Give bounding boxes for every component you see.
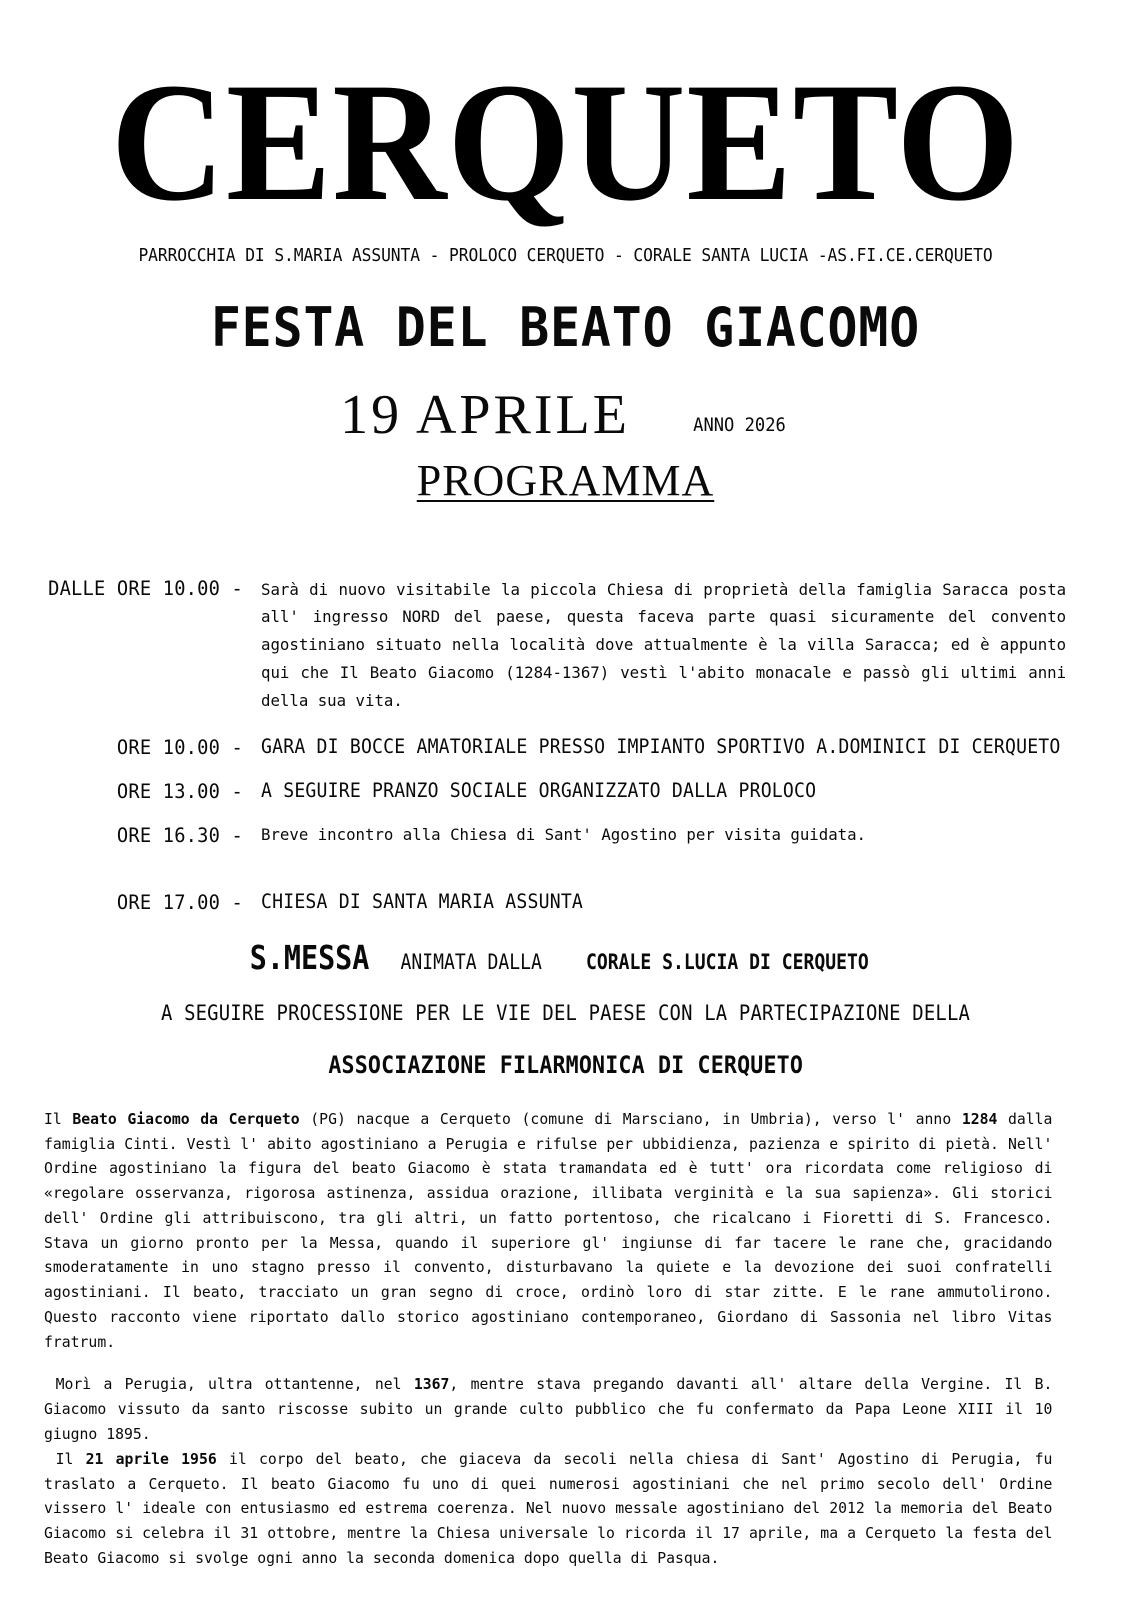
procession-text: A SEGUIRE PROCESSIONE PER LE VIE DEL PAESE CON LA PARTECIPAZIONE DELLA bbox=[160, 1000, 971, 1025]
bio-p1-rest: dalla famiglia Cinti. Vestì l' abito agostiniano a Perugia e rifulse per ubbidienza, pazienza e spirito di pietà. Nell' Ordine agostiniano la figura del beato Giacomo è stata tramandata ed è tutt' ora ricordata come religioso di «regolare osservanza, rigorosa astinenza, assidua orazione, illibata verginità e la sua sapienza». Gli storici dell' Ordine gli attribuiscono, tra gli altri, un fatto portentoso, che ricalcano i Fioretti di S. Francesco. Stava un giorno pronto per la Messa, quando il superiore gl' ingiunse di far tacere le rane che, gracidando smoderatamente in uno stagno presso il convento, disturbavano la quiete e la devozione dei suoi confratelli agostiniani. Il beato, tracciato un gran segno di croce, ordinò loro di star zitte. E le rane ammutolirono. Questo racconto viene riportato dallo storico agostiniano contemporaneo, Giordano di Sassonia nel libro Vitas fratrum. bbox=[44, 1109, 1053, 1351]
schedule-item bbox=[38, 779, 1091, 803]
mass-choir-name: CORALE S.LUCIA DI CERQUETO bbox=[585, 949, 869, 974]
schedule-description: A SEGUIRE PRANZO SOCIALE ORGANIZZATO DALLA PROLOCO bbox=[261, 778, 817, 802]
event-title: FESTA DEL BEATO GIACOMO bbox=[210, 295, 921, 359]
program-heading-wrap bbox=[0, 443, 1131, 506]
schedule-body bbox=[243, 823, 1091, 844]
schedule-time: ORE 16.30 - bbox=[116, 823, 243, 847]
schedule-time: ORE 17.00 - bbox=[116, 890, 243, 914]
procession-line bbox=[0, 1001, 1131, 1025]
bio-p3-date: 21 aprile 1956 bbox=[85, 1449, 217, 1468]
schedule-item bbox=[38, 735, 1091, 759]
masthead bbox=[0, 0, 1131, 506]
schedule-body bbox=[243, 890, 1091, 913]
paragraph-spacer bbox=[44, 1354, 1089, 1372]
event-year: ANNO 2026 bbox=[693, 413, 786, 436]
band-name: ASSOCIAZIONE FILARMONICA DI CERQUETO bbox=[328, 1050, 803, 1079]
bio-p2-year: 1367 bbox=[413, 1375, 450, 1394]
schedule-item bbox=[38, 890, 1091, 914]
schedule-item bbox=[38, 576, 1091, 715]
bio-p2-rest: , mentre stava pregando davanti all' altare della Vergine. Il B. Giacomo vissuto da santo riscosse subito un grande culto pubblico che fu confermato da Papa Leone XIII il 10 giugno 1895. bbox=[44, 1375, 1053, 1443]
schedule-body bbox=[243, 779, 1091, 802]
bio-p1-lead: Il bbox=[44, 1109, 73, 1128]
schedule-description: CHIESA DI SANTA MARIA ASSUNTA bbox=[261, 889, 584, 913]
schedule-body bbox=[243, 576, 1091, 715]
schedule-list bbox=[0, 576, 1131, 914]
mass-animated-by-label: ANIMATA DALLA bbox=[400, 949, 542, 974]
bio-p3-lead: Il bbox=[55, 1449, 86, 1468]
biography-paragraph-3 bbox=[44, 1447, 1052, 1571]
schedule-description: GARA DI BOCCE AMATORIALE PRESSO IMPIANTO SPORTIVO A.DOMINICI DI CERQUETO bbox=[261, 734, 1061, 758]
schedule-description: Breve incontro alla Chiesa di Sant' Agostino per visita guidata. bbox=[261, 824, 867, 844]
program-heading: PROGRAMMA bbox=[416, 455, 715, 505]
biography-paragraph-2 bbox=[44, 1372, 1052, 1446]
bio-p1-year: 1284 bbox=[961, 1109, 998, 1128]
biography-section bbox=[0, 1107, 1131, 1571]
mass-line bbox=[0, 938, 1131, 977]
band-line bbox=[0, 1051, 1131, 1079]
date-row bbox=[0, 383, 1131, 446]
organizations-line: PARROCCHIA DI S.MARIA ASSUNTA - PROLOCO CERQUETO - CORALE SANTA LUCIA -AS.FI.CE.CERQUETO bbox=[138, 245, 993, 266]
schedule-body bbox=[243, 735, 1121, 758]
schedule-item bbox=[38, 823, 1091, 847]
page-title: CERQUETO bbox=[110, 48, 1021, 236]
schedule-time: ORE 13.00 - bbox=[116, 779, 243, 803]
schedule-time: ORE 10.00 - bbox=[116, 735, 243, 759]
bio-p3-rest: il corpo del beato, che giaceva da secoli nella chiesa di Sant' Agostino di Perugia, fu traslato a Cerqueto. Il beato Giacomo fu uno di quei numerosi agostiniani che nel primo secolo dell' Ordine vissero l' ideale con entusiasmo ed estrema coerenza. Nel nuovo messale agostiniano del 2012 la memoria del Beato Giacomo si celebra il 31 ottobre, mentre la Chiesa universale lo ricorda il 17 aprile, ma a Cerqueto la festa del Beato Giacomo si svolge ogni anno la seconda domenica dopo quella di Pasqua. bbox=[44, 1449, 1053, 1567]
mass-title: S.MESSA bbox=[249, 937, 369, 977]
biography-paragraph-1 bbox=[44, 1107, 1052, 1355]
schedule-description: Sarà di nuovo visitabile la piccola Chiesa di proprietà della famiglia Saracca posta all' ingresso NORD del paese, questa faceva parte quasi sicuramente del convento agostiniano situato nella località dove attualmente è la villa Saracca; ed è appunto qui che Il Beato Giacomo (1284-1367) vestì l'abito monacale e passò gli ultimi anni della sua vita. bbox=[261, 579, 1067, 710]
event-date: 19 APRILE bbox=[340, 383, 630, 446]
bio-p1-mid: (PG) nacque a Cerqueto (comune di Marsciano, in Umbria), verso l' anno bbox=[299, 1109, 962, 1128]
schedule-time: DALLE ORE 10.00 - bbox=[48, 576, 243, 600]
bio-p2-lead: Morì a Perugia, ultra ottantenne, nel bbox=[55, 1375, 414, 1394]
bio-p1-subject: Beato Giacomo da Cerqueto bbox=[72, 1109, 300, 1128]
